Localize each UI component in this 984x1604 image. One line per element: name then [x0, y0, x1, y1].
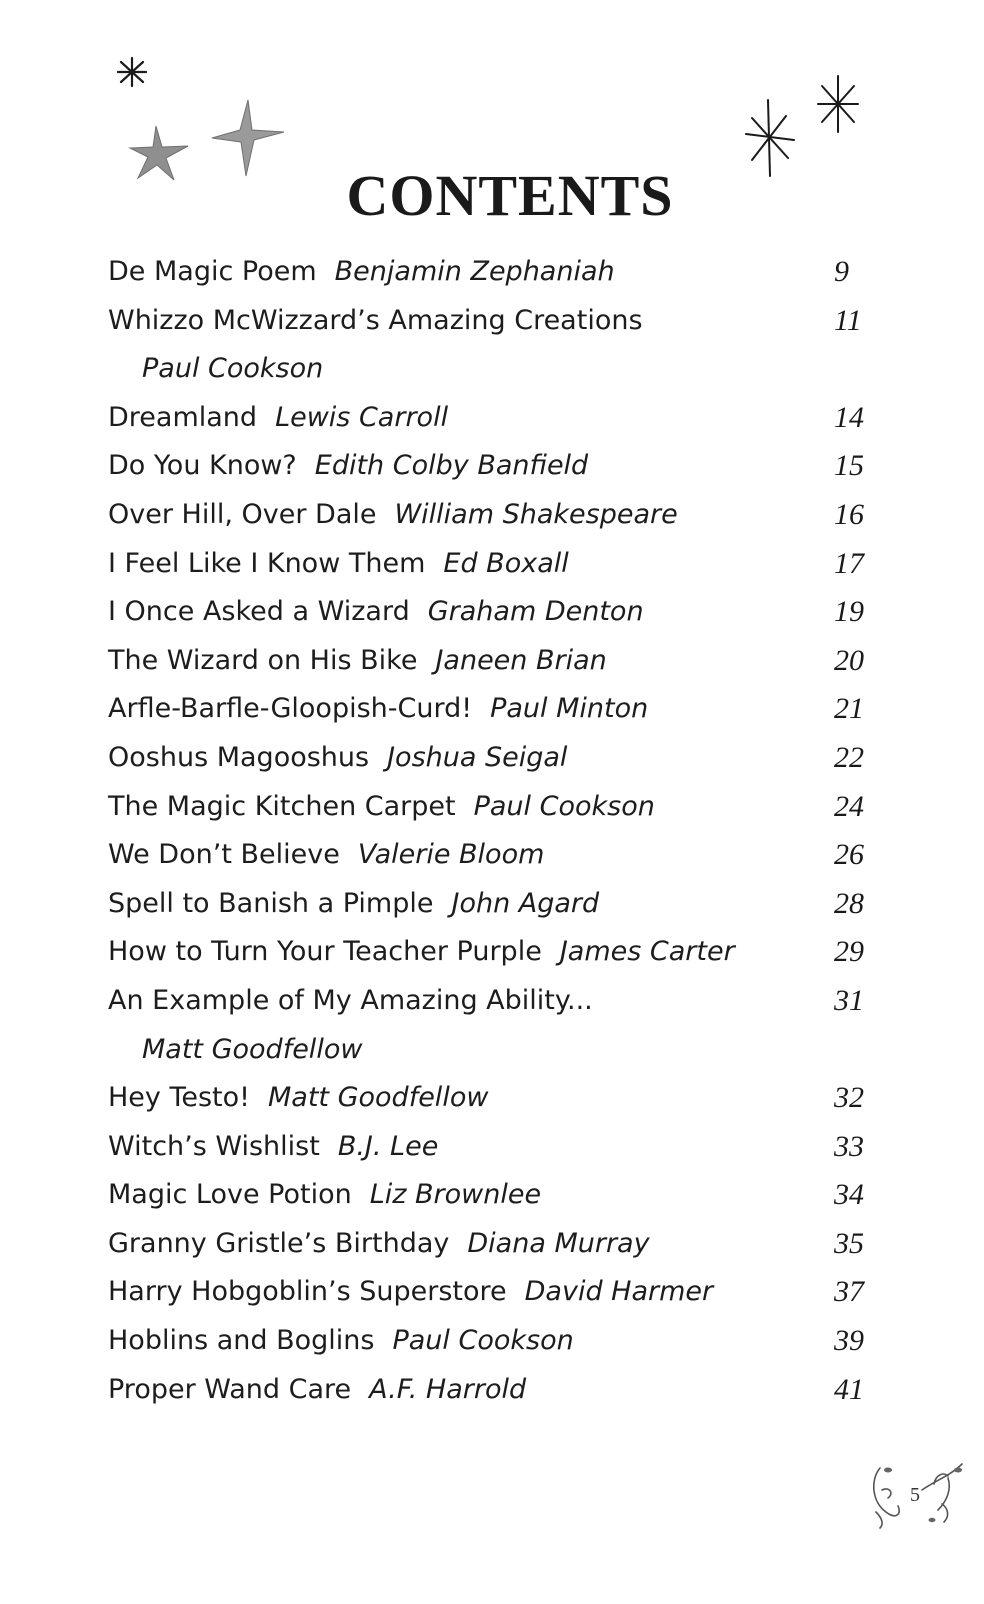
page-reference: 34 — [834, 1178, 864, 1212]
poem-title: De Magic Poem — [108, 256, 317, 287]
page-reference: 29 — [834, 935, 864, 969]
toc-entry — [108, 831, 898, 880]
poem-title: I Feel Like I Know Them — [108, 547, 426, 579]
toc-entry — [108, 977, 898, 1074]
toc-entry-line — [108, 831, 898, 880]
toc-entry-line — [108, 977, 898, 1026]
toc-entry — [108, 1366, 898, 1415]
poem-title: Proper Wand Care — [108, 1373, 352, 1405]
page-number: 5 — [910, 1484, 920, 1506]
toc-entry — [108, 394, 898, 443]
poem-author: John Agard — [451, 887, 600, 919]
poem-author: Paul Cookson — [392, 1325, 574, 1357]
toc-entry-line — [108, 491, 898, 540]
page-reference: 20 — [834, 643, 864, 677]
page-reference: 35 — [834, 1226, 864, 1260]
toc-entry-line — [108, 442, 898, 491]
toc-entry — [108, 540, 898, 589]
page-reference: 16 — [834, 497, 864, 531]
toc-entry — [108, 588, 898, 637]
page-reference: 24 — [834, 789, 864, 823]
toc-entry-line — [108, 783, 898, 832]
poem-author: Matt Goodfellow — [142, 1033, 363, 1065]
poem-title: The Magic Kitchen Carpet — [108, 790, 456, 822]
toc-entry-line — [108, 1220, 898, 1269]
toc-entry-line — [108, 1317, 898, 1366]
poem-title: We Don’t Believe — [108, 839, 340, 871]
toc-entry — [108, 1220, 898, 1269]
toc-entry-line — [108, 1268, 898, 1317]
poem-title: I Once Asked a Wizard — [108, 596, 410, 628]
page-reference: 32 — [834, 1081, 864, 1115]
toc-entry — [108, 491, 898, 540]
poem-title: Harry Hobgoblin’s Superstore — [108, 1276, 507, 1308]
poem-author: Lewis Carroll — [275, 401, 449, 433]
toc-entry-line — [108, 1074, 898, 1123]
poem-author: A.F. Harrold — [369, 1373, 527, 1405]
poem-author: Diana Murray — [467, 1227, 650, 1259]
poem-title: An Example of My Amazing Ability... — [108, 984, 593, 1016]
poem-title: Ooshus Magooshus — [108, 741, 370, 773]
page-reference: 28 — [834, 886, 864, 920]
poem-author: Paul Cookson — [142, 353, 324, 385]
poem-author: B.J. Lee — [337, 1130, 439, 1162]
toc-entry — [108, 880, 898, 929]
poem-author: James Carter — [559, 936, 735, 968]
poem-author: Edith Colby Banfield — [314, 450, 589, 482]
toc-entry-line — [108, 734, 898, 783]
poem-title: Spell to Banish a Pimple — [108, 887, 434, 919]
page-reference: 9 — [834, 255, 849, 288]
toc-entry-line — [108, 928, 898, 977]
page-reference: 33 — [834, 1129, 864, 1163]
page-reference: 41 — [834, 1372, 864, 1406]
toc-entry-line — [108, 1171, 898, 1220]
toc-entry — [108, 297, 898, 394]
grey-star-icon — [126, 120, 196, 184]
poem-title: Arfle-Barfle-Gloopish-Curd! — [108, 693, 473, 725]
toc-entry-line — [108, 297, 898, 346]
page-reference: 15 — [834, 449, 864, 483]
poem-title: The Wizard on His Bike — [108, 644, 418, 676]
poem-author: Janeen Brian — [435, 644, 607, 676]
poem-title: How to Turn Your Teacher Purple — [108, 936, 542, 968]
toc-entry-line — [108, 248, 898, 297]
page-reference: 14 — [834, 400, 864, 434]
poem-title: Witch’s Wishlist — [108, 1130, 320, 1162]
toc-entry — [108, 734, 898, 783]
toc-entry — [108, 1074, 898, 1123]
poem-author: Benjamin Zephaniah — [334, 256, 615, 287]
poem-author: Liz Brownlee — [369, 1179, 542, 1211]
poem-author: David Harmer — [524, 1276, 714, 1308]
tall-asterisk-star-icon — [810, 72, 866, 136]
toc-entry — [108, 685, 898, 734]
toc-entry — [108, 442, 898, 491]
page-reference: 37 — [834, 1275, 864, 1309]
poem-author: William Shakespeare — [394, 498, 678, 530]
poem-title: Magic Love Potion — [108, 1179, 352, 1211]
poem-author: Matt Goodfellow — [268, 1082, 489, 1114]
toc-entry-line — [108, 1366, 898, 1415]
page-reference: 31 — [834, 983, 864, 1017]
poem-author: Graham Denton — [427, 596, 644, 628]
poem-title: Granny Gristle’s Birthday — [108, 1227, 450, 1259]
toc-entry — [108, 1268, 898, 1317]
toc-entry — [108, 248, 898, 297]
poem-title: Hey Testo! — [108, 1082, 250, 1114]
page-reference: 21 — [834, 692, 864, 726]
toc-entry-line — [108, 637, 898, 686]
page-reference: 11 — [834, 303, 862, 337]
toc-entry — [108, 1123, 898, 1172]
page-title: CONTENTS — [346, 162, 674, 228]
toc-entry-line — [108, 1123, 898, 1172]
page-reference: 22 — [834, 740, 864, 774]
toc-entry — [108, 1317, 898, 1366]
poem-title: Hoblins and Boglins — [108, 1325, 375, 1357]
toc-entry-line — [108, 394, 898, 443]
poem-author: Paul Minton — [490, 693, 649, 725]
poem-author: Paul Cookson — [473, 790, 655, 822]
page-reference: 39 — [834, 1324, 864, 1358]
page-reference: 19 — [834, 595, 864, 629]
poem-author: Valerie Bloom — [357, 839, 545, 871]
poem-title: Do You Know? — [108, 450, 297, 482]
toc-entry-line — [108, 588, 898, 637]
poem-title: Whizzo McWizzard’s Amazing Creations — [108, 304, 643, 336]
poem-title: Dreamland — [108, 401, 258, 433]
toc-entry-line — [108, 880, 898, 929]
small-asterisk-star-icon — [112, 52, 152, 92]
toc-entry-line — [108, 540, 898, 589]
toc-entry — [108, 783, 898, 832]
toc-entry-line — [108, 685, 898, 734]
table-of-contents — [108, 248, 898, 1414]
poem-author: Ed Boxall — [443, 547, 569, 579]
poem-author: Joshua Seigal — [387, 741, 568, 773]
page-reference: 17 — [834, 546, 864, 580]
poem-title: Over Hill, Over Dale — [108, 498, 377, 530]
page-reference: 26 — [834, 838, 864, 872]
toc-entry — [108, 928, 898, 977]
toc-entry — [108, 637, 898, 686]
toc-entry — [108, 1171, 898, 1220]
